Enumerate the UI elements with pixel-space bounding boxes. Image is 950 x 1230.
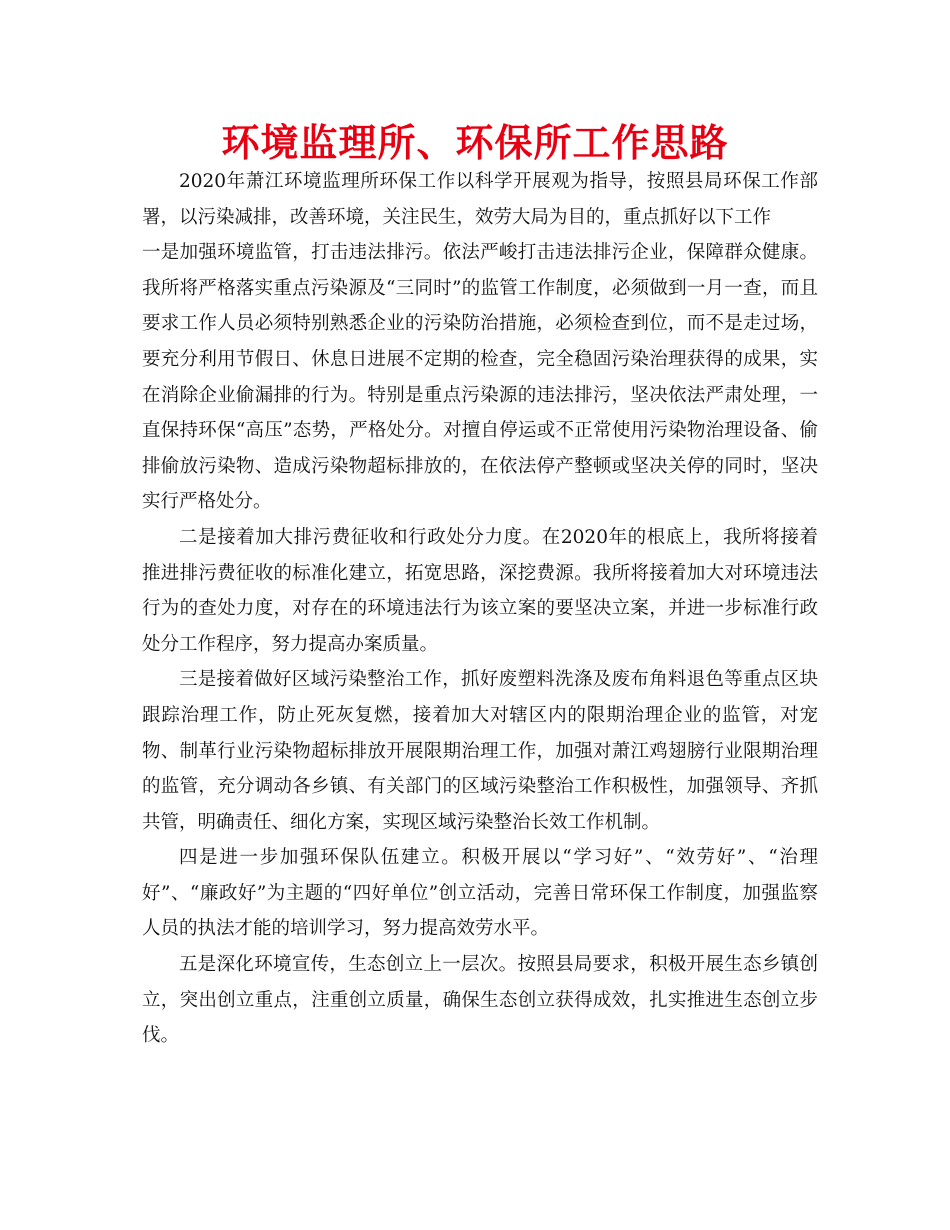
- paragraph-item-4: 四是进一步加强环保队伍建立。积极开展以“学习好”、“效劳好”、“治理好”、“廉政好”为主题的“四好单位”创立活动，完善日常环保工作制度，加强监察人员的执法才能的培训学习，努力提高效劳水平。: [142, 847, 818, 940]
- paragraph-item-3: 三是接着做好区域污染整治工作，抓好废塑料洗涤及废布角料退色等重点区块跟踪治理工作，防止死灰复燃，接着加大对辖区内的限期治理企业的监管，对宠物、制革行业污染物超标排放开展限期治理工作，加强对萧江鸡翅膀行业限期治理的监管，充分调动各乡镇、有关部门的区域污染整治工作积极性，加强领导、齐抓共管，明确责任、细化方案，实现区域污染整治长效工作机制。: [142, 669, 818, 833]
- paragraph-item-1: 一是加强环境监管，打击违法排污。依法严峻打击违法排污企业，保障群众健康。我所将严格落实重点污染源及“三同时”的监管工作制度，必须做到一月一查，而且要求工作人员必须特别熟悉企业的污染防治措施，必须检查到位，而不是走过场，要充分利用节假日、休息日进展不定期的检查，完全稳固污染治理获得的成果，实在消除企业偷漏排的行为。特别是重点污染源的违法排污，坚决依法严肃处理，一直保持环保“高压”态势，严格处分。对擅自停运或不正常使用污染物治理设备、偷排偷放污染物、造成污染物超标排放的，在依法停产整顿或坚决关停的同时，坚决实行严格处分。: [142, 242, 818, 513]
- paragraph-intro: 2020年萧江环境监理所环保工作以科学开展观为指导，按照县局环保工作部署，以污染减排，改善环境，关注民生，效劳大局为目的，重点抓好以下工作: [142, 171, 818, 228]
- document-body: [142, 164, 818, 1054]
- paragraph-item-5: 五是深化环境宣传，生态创立上一层次。按照县局要求，积极开展生态乡镇创立，突出创立重点，注重创立质量，确保生态创立获得成效，扎实推进生态创立步伐。: [142, 954, 818, 1047]
- paragraph-item-2: 二是接着加大排污费征收和行政处分力度。在2020年的根底上，我所将接着推进排污费征收的标准化建立，拓宽思路，深挖费源。我所将接着加大对环境违法行为的查处力度，对存在的环境违法行为该立案的要坚决立案，并进一步标准行政处分工作程序，努力提高办案质量。: [142, 526, 818, 655]
- document-title: 环境监理所、环保所工作思路: [221, 121, 729, 165]
